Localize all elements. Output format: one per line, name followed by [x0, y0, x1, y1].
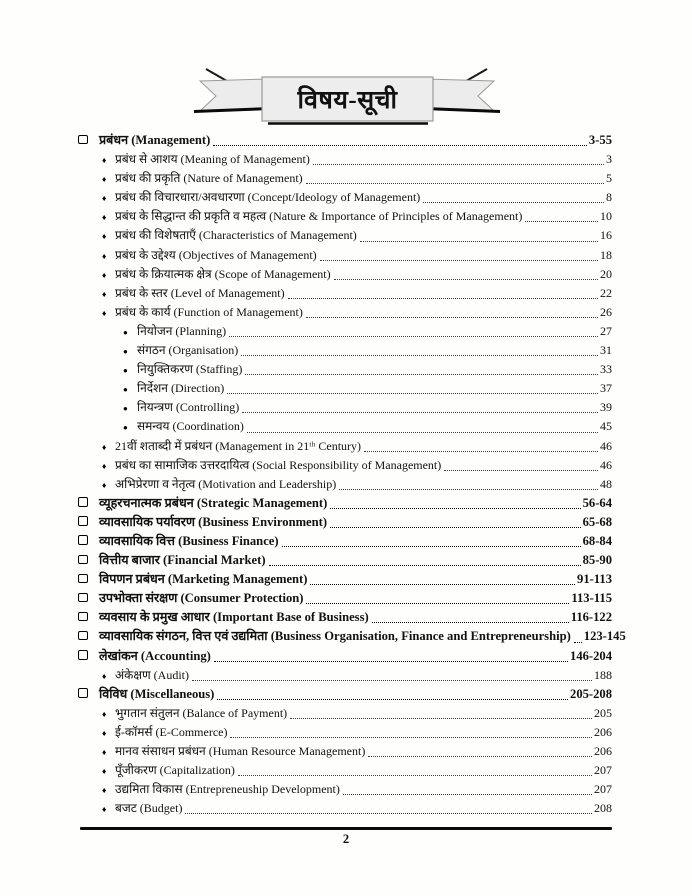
toc-entry-label: संगठन (Organisation) — [137, 343, 239, 358]
toc-entry-label: भुगतान संतुलन (Balance of Payment) — [115, 705, 288, 720]
dot-leader — [339, 471, 598, 490]
toc-entry-label: व्यावसायिक पर्यावरण (Business Environment) — [99, 514, 328, 529]
toc-entry-pages: 48 — [600, 476, 612, 491]
toc-entry-pages: 46 — [600, 438, 612, 453]
dot-leader — [343, 776, 592, 795]
dot-leader — [330, 509, 581, 528]
diamond-bullet-icon: ♦ — [102, 212, 107, 223]
diamond-bullet-icon: ♦ — [102, 708, 107, 719]
dot-leader — [334, 261, 598, 280]
dot-leader — [185, 795, 592, 814]
toc-entry-pages: 206 — [594, 724, 612, 739]
square-bullet-icon — [78, 687, 99, 702]
dot-leader — [282, 528, 581, 547]
toc-entry-pages: 39 — [600, 400, 612, 415]
dot-leader — [330, 490, 580, 509]
diamond-bullet-icon: ♦ — [102, 441, 107, 452]
toc-entry-pages: 85-90 — [582, 553, 612, 568]
dot-leader — [229, 318, 598, 337]
title-banner — [192, 60, 502, 130]
toc-entry-label: प्रबंध के कार्य (Function of Management) — [115, 304, 303, 319]
toc-entry-label: ई-कॉमर्स (E-Commerce) — [115, 724, 228, 739]
toc-entry-pages: 205 — [594, 705, 612, 720]
dot-leader — [192, 662, 592, 681]
diamond-bullet-icon: ♦ — [102, 747, 107, 757]
toc-entry — [78, 608, 612, 627]
toc-entry-label: बजट (Budget) — [115, 801, 183, 816]
dot-leader — [320, 242, 598, 261]
toc-entry-pages: 31 — [600, 343, 612, 358]
toc-entry-label: प्रबंध का सामाजिक उत्तरदायित्व (Social Responsibility of Management) — [115, 457, 442, 472]
toc-entry-pages: 33 — [600, 362, 612, 377]
dot-leader — [230, 719, 592, 738]
dot-bullet-icon: ● — [123, 347, 128, 357]
dot-bullet-icon: ● — [123, 404, 128, 414]
dot-leader — [306, 165, 604, 184]
dot-leader — [288, 280, 598, 299]
dot-bullet-icon: ● — [123, 385, 128, 395]
diamond-bullet-icon: ♦ — [102, 727, 107, 738]
toc-entry-pages: 91-113 — [577, 572, 612, 587]
diamond-bullet-icon: ♦ — [102, 155, 107, 166]
toc-entry-pages: 10 — [600, 209, 612, 224]
dot-leader — [245, 356, 598, 375]
toc-entry-pages: 146-204 — [570, 648, 612, 663]
toc-entry-label: व्यूहरचनात्मक प्रबंधन (Strategic Management) — [99, 495, 328, 510]
diamond-bullet-icon: ♦ — [102, 193, 107, 204]
diamond-bullet-icon: ♦ — [102, 269, 107, 280]
diamond-bullet-icon: ♦ — [102, 250, 107, 261]
dot-leader — [269, 547, 581, 566]
diamond-bullet-icon: ♦ — [102, 307, 107, 318]
square-bullet-icon — [78, 591, 99, 606]
square-bullet-icon — [78, 610, 99, 625]
toc-entry-label: प्रबंध के स्तर (Level of Management) — [115, 285, 285, 300]
toc-entry-label: प्रबंधन (Management) — [99, 133, 211, 147]
dot-leader — [306, 299, 598, 318]
square-bullet-icon — [78, 553, 99, 568]
toc-entry-pages: 5 — [606, 171, 612, 186]
dot-leader — [444, 452, 598, 471]
toc-entry-label: नियन्त्रण (Controlling) — [137, 400, 240, 415]
dot-leader — [372, 604, 569, 623]
toc-entry-label: प्रबंध के उद्देश्य (Objectives of Management) — [115, 247, 317, 262]
square-bullet-icon — [78, 515, 99, 530]
dot-leader — [247, 413, 598, 432]
diamond-bullet-icon: ♦ — [102, 785, 107, 796]
toc-entry-label: अभिप्रेरणा व नेतृत्व (Motivation and Leadership) — [115, 476, 337, 491]
dot-leader — [423, 184, 604, 203]
toc-entry-label: विविध (Miscellaneous) — [99, 686, 215, 701]
toc-entry-label: प्रबंध से आशय (Meaning of Management) — [115, 152, 310, 167]
dot-leader — [227, 375, 598, 394]
dot-bullet-icon: ● — [123, 327, 128, 337]
toc-entry-label: उद्यमिता विकास (Entrepreneuship Development) — [115, 782, 340, 797]
diamond-bullet-icon: ♦ — [102, 766, 107, 777]
toc-entry — [78, 799, 612, 818]
toc-entry-label: नियोजन (Planning) — [137, 323, 227, 338]
toc-entry-pages: 37 — [600, 381, 612, 396]
square-bullet-icon — [78, 649, 99, 664]
dot-leader — [290, 700, 592, 719]
toc-entry-pages: 207 — [594, 763, 612, 778]
toc-entry-pages: 18 — [600, 247, 612, 262]
toc-entry-label: लेखांकन (Accounting) — [99, 648, 211, 663]
toc-entry-label: पूँजीकरण (Capitalization) — [115, 763, 235, 778]
toc-entry-pages: 56-64 — [582, 495, 612, 510]
diamond-bullet-icon: ♦ — [102, 231, 107, 242]
square-bullet-icon — [78, 629, 99, 644]
toc-entry-pages: 20 — [600, 266, 612, 281]
toc-entry-pages: 3 — [606, 152, 612, 167]
toc-entry-label: नियुक्तिकरण (Staffing) — [137, 362, 243, 377]
toc-entry-label: प्रबंध की विशेषताएँ (Characteristics of Management) — [115, 228, 357, 243]
page-title: विषय-सूची — [297, 87, 398, 114]
toc-entry-pages: 26 — [600, 304, 612, 319]
dot-leader — [242, 394, 598, 413]
toc-entry-pages: 46 — [600, 457, 612, 472]
toc-entry-pages: 3-55 — [588, 133, 612, 147]
dot-bullet-icon: ● — [123, 366, 128, 376]
toc-entry-label: प्रबंध की विचारधारा/अवधारणा (Concept/Ideology of Management) — [115, 190, 421, 205]
toc-entry-label: प्रबंध की प्रकृति (Nature of Management) — [115, 171, 303, 186]
toc-entry-pages: 22 — [600, 285, 612, 300]
dot-leader — [368, 738, 592, 757]
dot-leader — [525, 203, 598, 222]
dot-leader — [364, 433, 598, 452]
toc-entry-pages: 113-115 — [571, 591, 612, 606]
toc-entry-label: व्यावसायिक संगठन, वित्त एवं उद्यमिता (Business Organisation, Finance and Entrepreneurship) — [99, 629, 571, 644]
toc-list — [78, 131, 626, 818]
toc-entry-label: वित्तीय बाजार (Financial Market) — [99, 553, 266, 568]
square-bullet-icon — [78, 534, 99, 549]
toc-entry-pages: 16 — [600, 228, 612, 243]
toc-entry-label: उपभोक्ता संरक्षण (Consumer Protection) — [99, 591, 304, 606]
toc-entry-pages: 206 — [594, 744, 612, 758]
diamond-bullet-icon: ♦ — [102, 460, 107, 471]
diamond-bullet-icon: ♦ — [102, 288, 107, 299]
dot-leader — [241, 337, 598, 356]
page-number: 2 — [342, 832, 350, 846]
dot-leader — [313, 146, 604, 165]
toc-entry-label: निर्देशन (Direction) — [137, 381, 225, 396]
toc-entry-pages: 123-145 — [583, 629, 626, 644]
toc-entry-label: समन्वय (Coordination) — [137, 419, 244, 434]
square-bullet-icon — [78, 133, 99, 148]
toc-entry-pages: 205-208 — [570, 686, 612, 701]
toc-entry-pages: 45 — [600, 419, 612, 434]
diamond-bullet-icon: ♦ — [102, 174, 107, 185]
dot-leader — [310, 566, 575, 585]
toc-entry-label: अंकेक्षण (Audit) — [115, 667, 189, 682]
diamond-bullet-icon: ♦ — [102, 479, 107, 490]
square-bullet-icon — [78, 496, 99, 511]
square-bullet-icon — [78, 572, 99, 587]
dot-bullet-icon: ● — [123, 423, 128, 433]
toc-entry-label: प्रबंध के सिद्धान्त की प्रकृति व महत्व (Nature & Importance of Principles of Management) — [115, 209, 523, 224]
toc-entry-label: प्रबंध के क्रियात्मक क्षेत्र (Scope of Management) — [115, 266, 331, 281]
dot-leader — [574, 623, 582, 642]
diamond-bullet-icon: ♦ — [102, 804, 107, 815]
toc-entry-pages: 68-84 — [582, 533, 612, 548]
toc-entry-pages: 208 — [594, 801, 612, 816]
dot-leader — [213, 127, 587, 146]
toc-entry-label: मानव संसाधन प्रबंधन (Human Resource Management) — [115, 744, 366, 758]
dot-leader — [238, 757, 592, 776]
toc-entry-pages: 116-122 — [570, 610, 612, 625]
dot-leader — [306, 585, 569, 604]
dot-leader — [217, 681, 568, 700]
dot-leader — [360, 222, 598, 241]
toc-entry-pages: 207 — [594, 782, 612, 797]
toc-entry-label: 21वीं शताब्दी में प्रबंधन (Management in 21ᵗʰ Century) — [115, 438, 362, 453]
diamond-bullet-icon: ♦ — [102, 670, 107, 681]
toc-entry-pages: 188 — [594, 667, 612, 682]
toc-entry-pages: 65-68 — [582, 514, 612, 529]
toc-entry-label: व्यावसायिक वित्त (Business Finance) — [99, 533, 279, 548]
footer-rule — [80, 827, 612, 830]
toc-entry-label: व्यवसाय के प्रमुख आधार (Important Base of Business) — [99, 610, 369, 625]
toc-entry-pages: 27 — [600, 323, 612, 338]
dot-leader — [214, 643, 568, 662]
toc-entry-label: विपणन प्रबंधन (Marketing Management) — [99, 572, 308, 587]
toc-entry-pages: 8 — [606, 190, 612, 205]
